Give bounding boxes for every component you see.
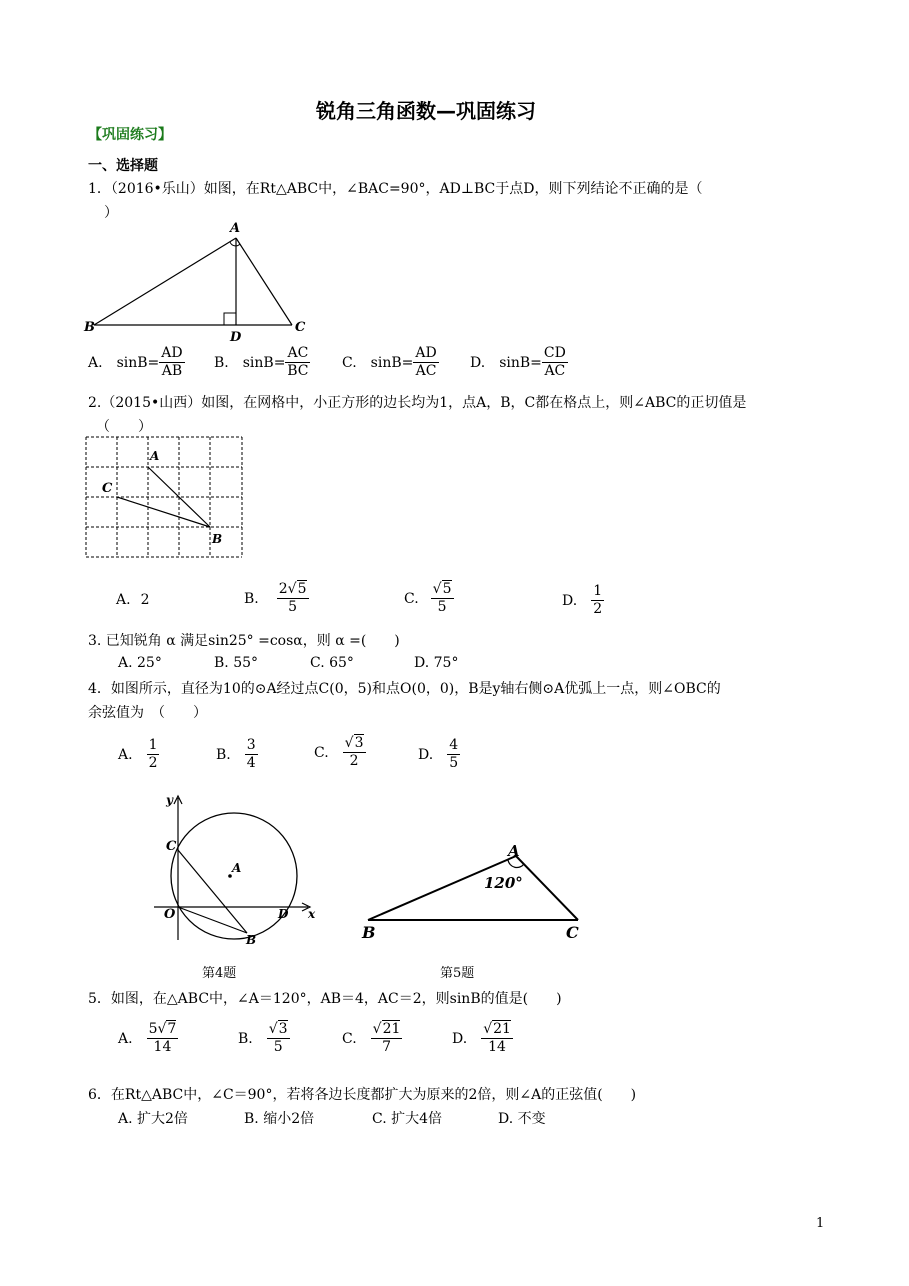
- q4-text-line1: 4．如图所示，直径为10的⊙A经过点C(0，5)和点O(0，0)，B是y轴右侧⊙A优弧上一点，则∠OBC的: [88, 681, 721, 697]
- q4-label-c: C: [166, 839, 177, 854]
- q2-label-a: A: [150, 449, 160, 463]
- q5-option-b: B. $\frac{√3}{5}$: [238, 1021, 288, 1056]
- q4-caption: 第4题: [202, 966, 237, 981]
- q3-text: 3. 已知锐角 α 满足sin25° =cosα，则 α =( ): [88, 633, 400, 649]
- q4-option-a: A. $\frac{1}{2}$: [118, 737, 158, 772]
- q3-option-a: A. 25°: [118, 655, 162, 671]
- q2-text-line1: 2.（2015•山西）如图，在网格中，小正方形的边长均为1，点A，B，C都在格点上，则∠ABC的正切值是: [88, 395, 747, 411]
- q3-option-b: B. 55°: [214, 655, 259, 671]
- q1-label-c: C: [295, 320, 306, 335]
- q1-triangle-figure: [80, 218, 320, 344]
- q4-option-c: C. $\frac{√3}{2}$: [314, 735, 364, 770]
- q4-label-a: A: [232, 861, 242, 875]
- q4-circle-figure: [150, 790, 330, 950]
- section-choice-heading: 一、选择题: [88, 158, 158, 174]
- q4-label-y: y: [166, 793, 173, 807]
- q3-option-d: D. 75°: [414, 655, 459, 671]
- q4-text-line2: 余弦值为 （ ）: [88, 705, 207, 721]
- q6-option-a: A. 扩大2倍: [118, 1111, 188, 1127]
- q5-option-d: D. $\frac{√21}{14}$: [452, 1021, 511, 1056]
- q1-text-line2: ）: [104, 205, 118, 221]
- q4-label-x: x: [308, 907, 316, 921]
- q4-label-o: O: [164, 907, 176, 922]
- q5-label-b: B: [362, 923, 376, 942]
- q1-option-d: D. sinB= $\frac{CD}{AC}$: [470, 345, 566, 380]
- q6-option-d: D. 不变: [498, 1111, 546, 1127]
- q1-text-line1: 1．（2016•乐山）如图，在Rt△ABC中，∠BAC=90°，AD⊥BC于点D，则下列结论不正确的是（: [88, 181, 703, 197]
- q5-label-c: C: [566, 923, 579, 942]
- q6-option-b: B. 缩小2倍: [244, 1111, 315, 1127]
- q5-label-a: A: [508, 842, 520, 860]
- q5-label-angle: 120°: [484, 874, 523, 892]
- q1-label-a: A: [230, 221, 241, 236]
- q5-caption: 第5题: [440, 966, 475, 981]
- q1-label-d: D: [230, 330, 242, 344]
- section-label: 【巩固练习】: [88, 127, 172, 143]
- q1-option-b: B. sinB= $\frac{AC}{BC}$: [214, 345, 309, 380]
- q2-label-b: B: [212, 532, 223, 546]
- q2-text-line2: （ ）: [96, 419, 152, 435]
- q1-label-b: B: [84, 320, 95, 335]
- q5-triangle-figure: [356, 836, 590, 944]
- q1-option-c: C. sinB= $\frac{AD}{AC}$: [342, 345, 437, 380]
- page-title: 锐角三角函数—巩固练习: [316, 99, 536, 123]
- q2-option-a: A. 2: [116, 592, 150, 608]
- q5-option-c: C. $\frac{√21}{7}$: [342, 1021, 401, 1056]
- q2-option-b: B. $\frac{2√5}{5}$: [244, 581, 307, 616]
- page-number: 1: [816, 1216, 825, 1231]
- q4-label-b: B: [246, 933, 257, 947]
- q4-option-b: B. $\frac{3}{4}$: [216, 737, 256, 772]
- q4-label-d: D: [278, 907, 289, 921]
- q2-label-c: C: [102, 481, 113, 496]
- q2-grid-figure: [84, 434, 244, 560]
- q6-text: 6．在Rt△ABC中，∠C＝90°，若将各边长度都扩大为原来的2倍，则∠A的正弦值( ): [88, 1087, 637, 1103]
- q2-option-c: C. $\frac{√5}{5}$: [404, 581, 452, 616]
- q4-option-d: D. $\frac{4}{5}$: [418, 737, 459, 772]
- q2-option-d: D. $\frac{1}{2}$: [562, 583, 603, 618]
- q6-option-c: C. 扩大4倍: [372, 1111, 443, 1127]
- q5-option-a: A. $\frac{5√7}{14}$: [118, 1021, 177, 1056]
- q3-option-c: C. 65°: [310, 655, 354, 671]
- q5-text: 5．如图，在△ABC中，∠A＝120°，AB＝4，AC＝2，则sinB的值是( ): [88, 991, 562, 1007]
- q1-option-a: A. sinB= $\frac{AD}{AB}$: [88, 345, 183, 380]
